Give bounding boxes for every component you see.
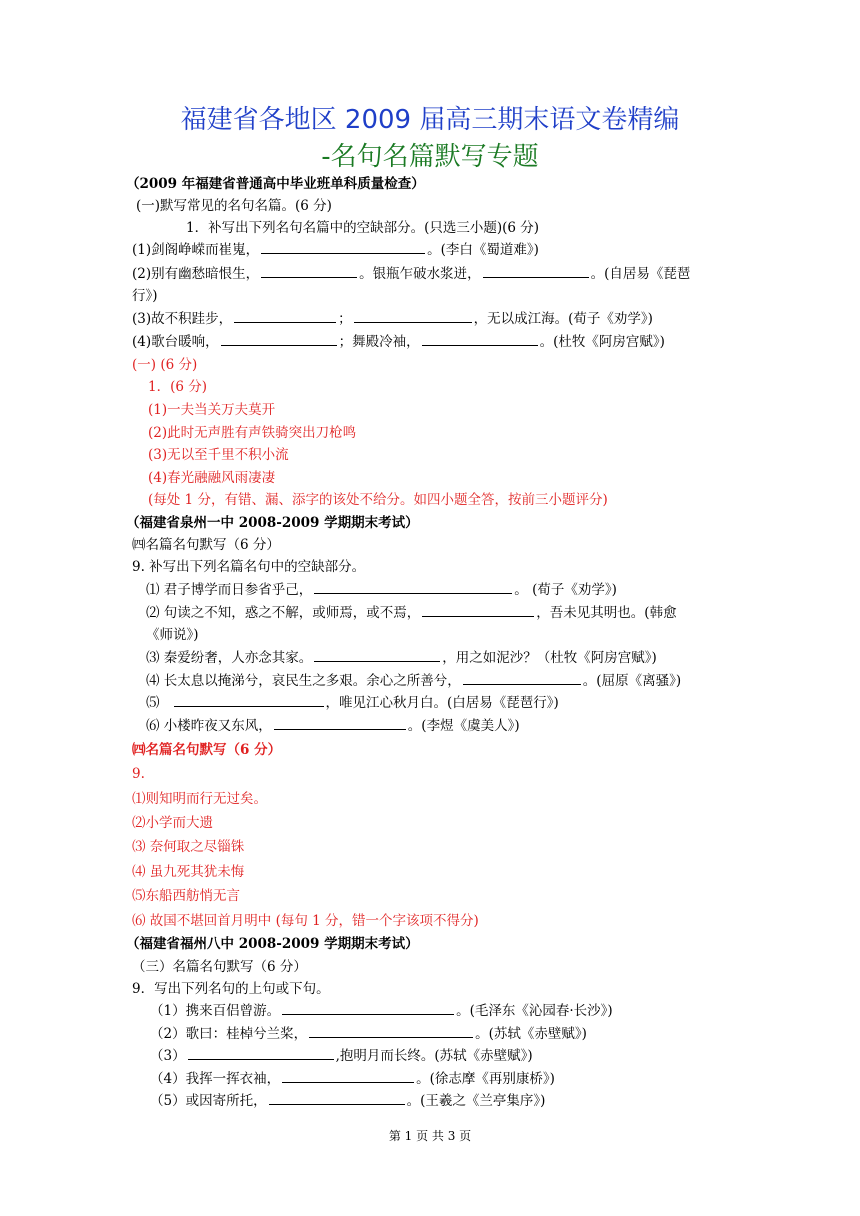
- answer-blank[interactable]: [463, 671, 581, 685]
- answer1-item-1: (1)一夫当关万夫莫开: [148, 402, 276, 418]
- answer-blank[interactable]: [314, 648, 440, 662]
- question-text: (2)别有幽愁暗恨生，: [132, 266, 260, 282]
- section1-question-1: [132, 240, 539, 260]
- answer2-item-5: ⑸东船西舫悄无言: [132, 888, 240, 904]
- question-text: (4)歌台暖响，: [132, 334, 219, 350]
- answer-blank[interactable]: [309, 1024, 473, 1038]
- question-text: ⑷ 长太息以掩涕兮，哀民生之多艰。余心之所善兮，: [146, 673, 461, 689]
- answer-blank[interactable]: [274, 716, 406, 730]
- section3-source: （福建省福州八中 2008-2009 学期期末考试）: [126, 936, 419, 952]
- answer-blank[interactable]: [422, 603, 534, 617]
- question-text: 。银瓶乍破水浆迸，: [359, 266, 481, 282]
- question-text: ⑴ 君子博学而日参省乎己，: [146, 582, 313, 598]
- section1-source: （2009 年福建省普通高中毕业班单科质量检查）: [126, 176, 425, 192]
- section1-question-2: [132, 264, 690, 284]
- section3-question-2: [150, 1024, 587, 1044]
- section2-question-5: [146, 693, 559, 713]
- answer-blank[interactable]: [174, 693, 324, 707]
- question-text: （1）携来百侣曾游。: [150, 1003, 281, 1019]
- section3-question-3: [150, 1046, 533, 1066]
- answer2-item-3: ⑶ 奈何取之尽锱铢: [132, 839, 245, 855]
- question-text: ⑶ 秦爱纷奢，人亦念其家。: [146, 650, 313, 666]
- section1-question-3: [132, 309, 653, 329]
- answer1-sub: 1．(6 分): [148, 379, 208, 395]
- section2-question-2-cont: 《师说》): [146, 627, 199, 643]
- answer-blank[interactable]: [234, 309, 336, 323]
- page-footer: 第 1 页 共 3 页: [388, 1129, 472, 1143]
- answer2-number: 9.: [132, 766, 145, 782]
- question-text: ，无以成江海。(荀子《劝学》): [473, 311, 653, 327]
- answer2-item-1: ⑴则知明而行无过矣。: [132, 791, 267, 807]
- answer-blank[interactable]: [261, 264, 357, 278]
- answer1-item-2: (2)此时无声胜有声铁骑突出刀枪鸣: [148, 425, 357, 441]
- section2-instruction: 9. 补写出下列名篇名句中的空缺部分。: [132, 559, 366, 575]
- section2-question-1: [146, 580, 617, 600]
- answer2-item-4: ⑷ 虽九死其犹未悔: [132, 864, 245, 880]
- question-text: ，唯见江心秋月白。(白居易《琵琶行》): [325, 695, 559, 711]
- answer-blank[interactable]: [422, 332, 538, 346]
- section2-heading: ㈣名篇名句默写（6 分）: [132, 537, 280, 553]
- question-text: (1)剑阁峥嵘而崔嵬，: [132, 242, 260, 258]
- question-text: ⑸: [146, 695, 160, 711]
- question-text: 。(李煜《虞美人》): [407, 718, 520, 734]
- question-text: （2）歌曰：桂棹兮兰桨，: [150, 1026, 308, 1042]
- question-text: （4）我挥一挥衣袖，: [150, 1071, 281, 1087]
- question-text: 。 (荀子《劝学》): [514, 582, 617, 598]
- answer1-item-3: (3)无以至千里不积小流: [148, 447, 289, 463]
- question-text: 。(李白《蜀道难》): [427, 242, 539, 258]
- question-text: 。(杜牧《阿房宫赋》): [539, 334, 665, 350]
- section2-question-2: [146, 603, 677, 623]
- answer-blank[interactable]: [282, 1001, 454, 1015]
- answer-blank[interactable]: [188, 1046, 334, 1060]
- answer-blank[interactable]: [221, 332, 337, 346]
- question-text: ⑵ 句读之不知，惑之不解，或师焉，或不焉，: [146, 605, 421, 621]
- section2-question-4: [146, 671, 681, 691]
- answer-blank[interactable]: [354, 309, 472, 323]
- answer1-heading: (一) (6 分): [132, 357, 198, 373]
- question-text: （5）或因寄所托，: [150, 1093, 267, 1109]
- question-text: （3）: [150, 1048, 186, 1064]
- section1-question-4: [132, 332, 665, 352]
- section3-question-1: [150, 1001, 613, 1021]
- question-text: ，吾未见其明也。(韩愈: [536, 605, 677, 621]
- question-text: 。(徐志摩《再别康桥》): [416, 1071, 555, 1087]
- section1-question-2-cont: 行》): [132, 288, 158, 304]
- section1-heading: (一)默写常见的名句名篇。(6 分): [136, 198, 332, 214]
- answer-blank[interactable]: [261, 240, 425, 254]
- document-subtitle: -名句名篇默写专题: [321, 142, 539, 172]
- question-text: 。(屈原《离骚》): [582, 673, 682, 689]
- question-text: 。(毛泽东《沁园春·长沙》): [456, 1003, 613, 1019]
- question-text: 。(王羲之《兰亭集序》): [406, 1093, 546, 1109]
- answer-blank[interactable]: [483, 264, 589, 278]
- answer-blank[interactable]: [314, 580, 512, 594]
- question-text: 。(苏轼《赤壁赋》): [475, 1026, 587, 1042]
- answer2-heading: ㈣名篇名句默写（6 分）: [132, 742, 282, 758]
- question-text: ,抱明月而长终。(苏轼《赤壁赋》): [335, 1048, 533, 1064]
- question-text: ，用之如泥沙？（杜牧《阿房宫赋》): [442, 650, 657, 666]
- section1-instruction: 1．补写出下列名句名篇中的空缺部分。(只选三小题)(6 分): [186, 220, 540, 236]
- section3-instruction: 9．写出下列名句的上句或下句。: [132, 981, 330, 997]
- answer-blank[interactable]: [269, 1091, 405, 1105]
- section2-question-6: [146, 716, 520, 736]
- answer2-item-6: ⑹ 故国不堪回首月明中 (每句 1 分，错一个字该项不得分): [132, 913, 479, 929]
- answer1-note: (每处 1 分，有错、漏、添字的该处不给分。如四小题全答，按前三小题评分): [148, 492, 608, 508]
- question-text: ；舞殿冷袖，: [338, 334, 420, 350]
- section3-question-5: [150, 1091, 545, 1111]
- section2-question-3: [146, 648, 657, 668]
- answer1-item-4: (4)春光融融风雨凄凄: [148, 470, 276, 486]
- document-title: 福建省各地区 2009 届高三期末语文卷精编: [180, 105, 680, 135]
- question-text: (3)故不积跬步，: [132, 311, 233, 327]
- section3-heading: （三）名篇名句默写（6 分）: [132, 959, 307, 975]
- question-text: ⑹ 小楼昨夜又东风，: [146, 718, 272, 734]
- question-text: ；: [338, 311, 352, 327]
- section3-question-4: [150, 1069, 555, 1089]
- answer-blank[interactable]: [282, 1069, 414, 1083]
- question-text: 。(自居易《琵琶: [590, 266, 691, 282]
- answer2-item-2: ⑵小学而大遗: [132, 815, 213, 831]
- section2-source: （福建省泉州一中 2008-2009 学期期末考试）: [126, 515, 419, 531]
